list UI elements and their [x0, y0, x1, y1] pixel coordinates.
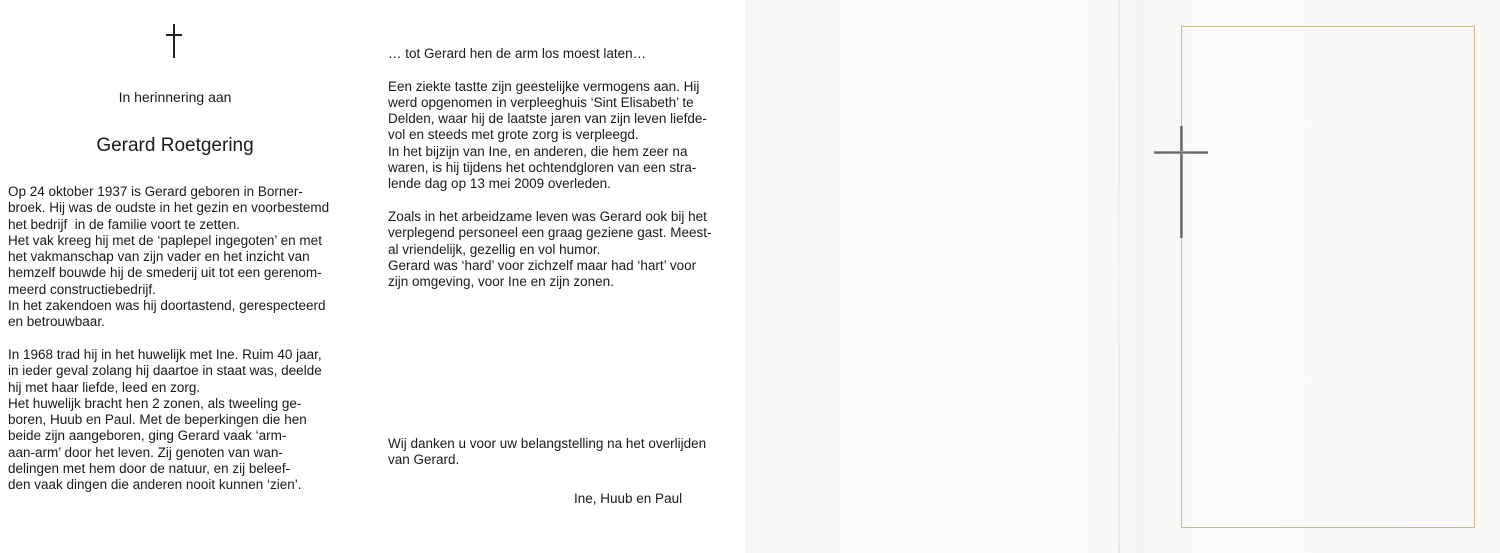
column1-line: Het huwelijk bracht hen 2 zonen, als tweeling ge-	[8, 395, 302, 411]
column1-line: den vaak dingen die anderen nooit kunnen ‘zien’.	[8, 477, 302, 493]
column2-line	[388, 193, 711, 209]
column2-line: werd opgenomen in verpleeghuis ‘Sint Elisabeth’ te	[388, 94, 694, 110]
column1-line: broek. Hij was de oudste in het gezin en voorbestemd	[8, 200, 330, 216]
column1-line: hemzelf bouwde hij de smederij uit tot een gerenom-	[8, 265, 322, 281]
column1-line: In het zakendoen was hij doortastend, gerespecteerd	[8, 298, 326, 314]
column1-line: in ieder geval zolang hij daartoe in staat was, deelde	[8, 363, 322, 379]
column1-line: aan-arm’ door het leven. Zij genoten van wan-	[8, 444, 283, 460]
column1-line: het vakmanschap van zijn vader en het inzicht van	[8, 249, 310, 265]
column1-line: en betrouwbaar.	[8, 314, 105, 330]
column2-line: … tot Gerard hen de arm los moest laten…	[388, 46, 647, 61]
intro-heading: In herinnering aan	[118, 89, 232, 105]
column1-line: Op 24 oktober 1937 is Gerard geboren in Borner-	[8, 184, 303, 199]
column2-line: Zoals in het arbeidzame leven was Gerard ook bij het	[388, 208, 707, 224]
silver-cross-bar	[1154, 151, 1208, 154]
column1-line: het bedrijf in de familie voort te zetten.	[8, 216, 240, 232]
column1-line: beide zijn aangeboren, ging Gerard vaak ‘arm-	[8, 428, 287, 444]
card-fold	[1118, 0, 1120, 553]
column1-line: Het vak kreeg hij met de ‘paplepel ingegoten’ en met	[8, 232, 322, 248]
small-cross-icon	[163, 24, 185, 58]
biography-column-1	[8, 184, 329, 494]
cover-frame	[1181, 26, 1475, 528]
signoff: Ine, Huub en Paul	[574, 491, 683, 506]
column2-line: Een ziekte tastte zijn geestelijke vermogens aan. Hij	[388, 78, 700, 94]
column1-line: meerd constructiebedrijf.	[8, 281, 156, 297]
column2-line: waren, is hij tijdens het ochtendgloren van een stra-	[388, 160, 697, 176]
biography-column-2	[388, 46, 711, 290]
column1-line: boren, Huub en Paul. Met de beperkingen die hen	[8, 412, 307, 428]
column1-line: In 1968 trad hij in het huwelijk met Ine. Ruim 40 jaar,	[8, 346, 322, 362]
column2-line	[388, 62, 711, 78]
column2-line: zijn omgeving, voor Ine en zijn zonen.	[388, 274, 614, 290]
deceased-name: Gerard Roetgering	[96, 135, 254, 156]
column1-line: delingen met hem door de natuur, en zij beleef-	[8, 461, 291, 477]
column2-line: Delden, waar hij de laatste jaren van zijn leven liefde-	[388, 111, 707, 127]
thanks-text	[388, 436, 706, 469]
column1-line: hij met haar liefde, leed en zorg.	[8, 379, 201, 395]
column2-line: verplegend personeel een graag geziene gast. Meest-	[388, 225, 712, 241]
silver-cross-icon	[1180, 126, 1183, 238]
column2-line: In het bijzijn van Ine, en anderen, die hem zeer na	[388, 143, 688, 159]
thanks-line: Wij danken u voor uw belangstelling na het overlijden	[388, 436, 707, 451]
column2-line: Gerard was ‘hard’ voor zichzelf maar had ‘hart’ voor	[388, 257, 697, 273]
column2-line: lende dag op 13 mei 2009 overleden.	[388, 176, 611, 192]
column2-line: al vriendelijk, gezellig en vol humor.	[388, 241, 601, 257]
thanks-line: van Gerard.	[388, 452, 460, 468]
column1-line	[8, 331, 329, 347]
column2-line: vol en steeds met grote zorg is verpleegd.	[388, 127, 639, 143]
